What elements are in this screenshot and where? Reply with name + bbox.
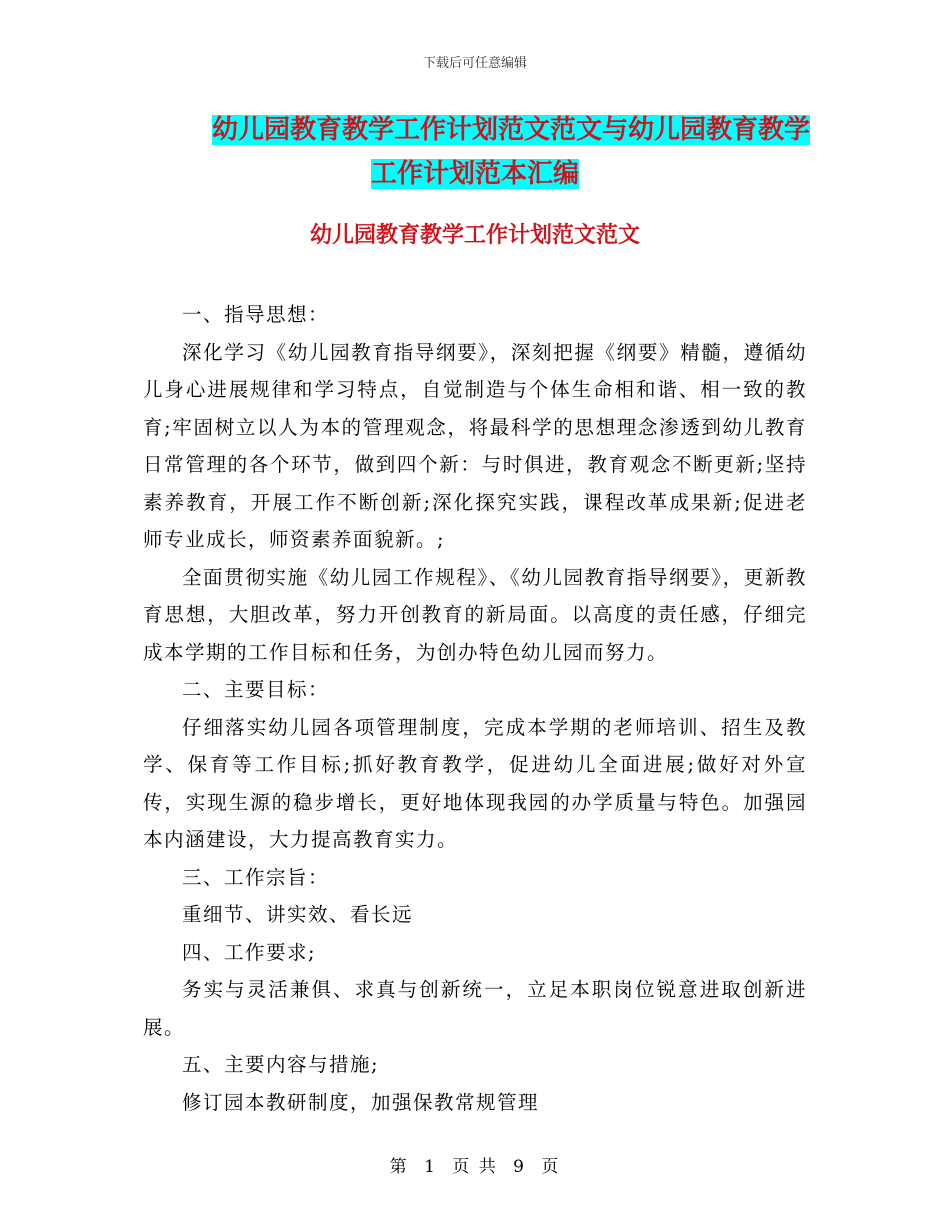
page-label-mid: 页 共 [452, 1157, 498, 1177]
page-footer [0, 1152, 950, 1177]
paragraph-heading-1: 一、指导思想： [182, 303, 330, 326]
title-highlight-2: 工作计划范本汇编 [370, 159, 579, 189]
page-label-suffix: 页 [541, 1157, 561, 1177]
header-note: 下载后可任意编辑 [422, 56, 527, 71]
paragraph: 重细节、讲实效、看长远 [182, 903, 414, 926]
title-highlight-1: 幼儿园教育教学工作计划范文范文与幼儿园教育教学 [211, 115, 810, 145]
paragraph: 全面贯彻实施《幼儿园工作规程》、《幼儿园教育指导纲要》，更新教育思想，大胆改革，努力开创教育的新局面。以高度的责任感，仔细完成本学期的工作目标和任务，为创办特色幼儿园而努力。 [143, 565, 807, 664]
section-title: 幼儿园教育教学工作计划范文范文 [309, 223, 640, 248]
page-label-prefix: 第 [389, 1157, 409, 1177]
paragraph: 修订园本教研制度，加强保教常规管理 [182, 1090, 540, 1114]
paragraph-heading-5: 五、主要内容与措施; [182, 1053, 380, 1076]
paragraph: 深化学习《幼儿园教育指导纲要》，深刻把握《纲要》精髓，遵循幼儿身心进展规律和学习特点，自觉制造与个体生命相和谐、相一致的教育;牢固树立以人为本的管理观念，将最科学的思想理念渗透到幼儿教育日常管理的各个环节，做到四个新：与时俱进，教育观念不断更新;坚持素养教育，开展工作不断创新;深化探究实践，课程改革成果新;促进老师专业成长，师资素养面貌新。; [143, 340, 807, 551]
paragraph: 仔细落实幼儿园各项管理制度，完成本学期的老师培训、招生及教学、保育等工作目标;抓好教育教学，促进幼儿全面进展;做好对外宣传，实现生源的稳步增长，更好地体现我园的办学质量与特色。加强园本内涵建设，大力提高教育实力。 [143, 715, 807, 851]
document-title-line-2 [140, 152, 810, 196]
document-title-line-1 [140, 108, 810, 152]
paragraph-heading-4: 四、工作要求; [182, 940, 317, 964]
paragraph-heading-3: 三、工作宗旨： [182, 865, 330, 889]
document-title [140, 108, 810, 196]
document-body [143, 296, 807, 1121]
paragraph-heading-2: 二、主要目标： [182, 678, 330, 701]
paragraph: 务实与灵活兼俱、求真与创新统一，立足本职岗位锐意进取创新进展。 [143, 978, 807, 1039]
page-number: 1 [424, 1157, 437, 1177]
total-pages: 9 [513, 1157, 526, 1177]
